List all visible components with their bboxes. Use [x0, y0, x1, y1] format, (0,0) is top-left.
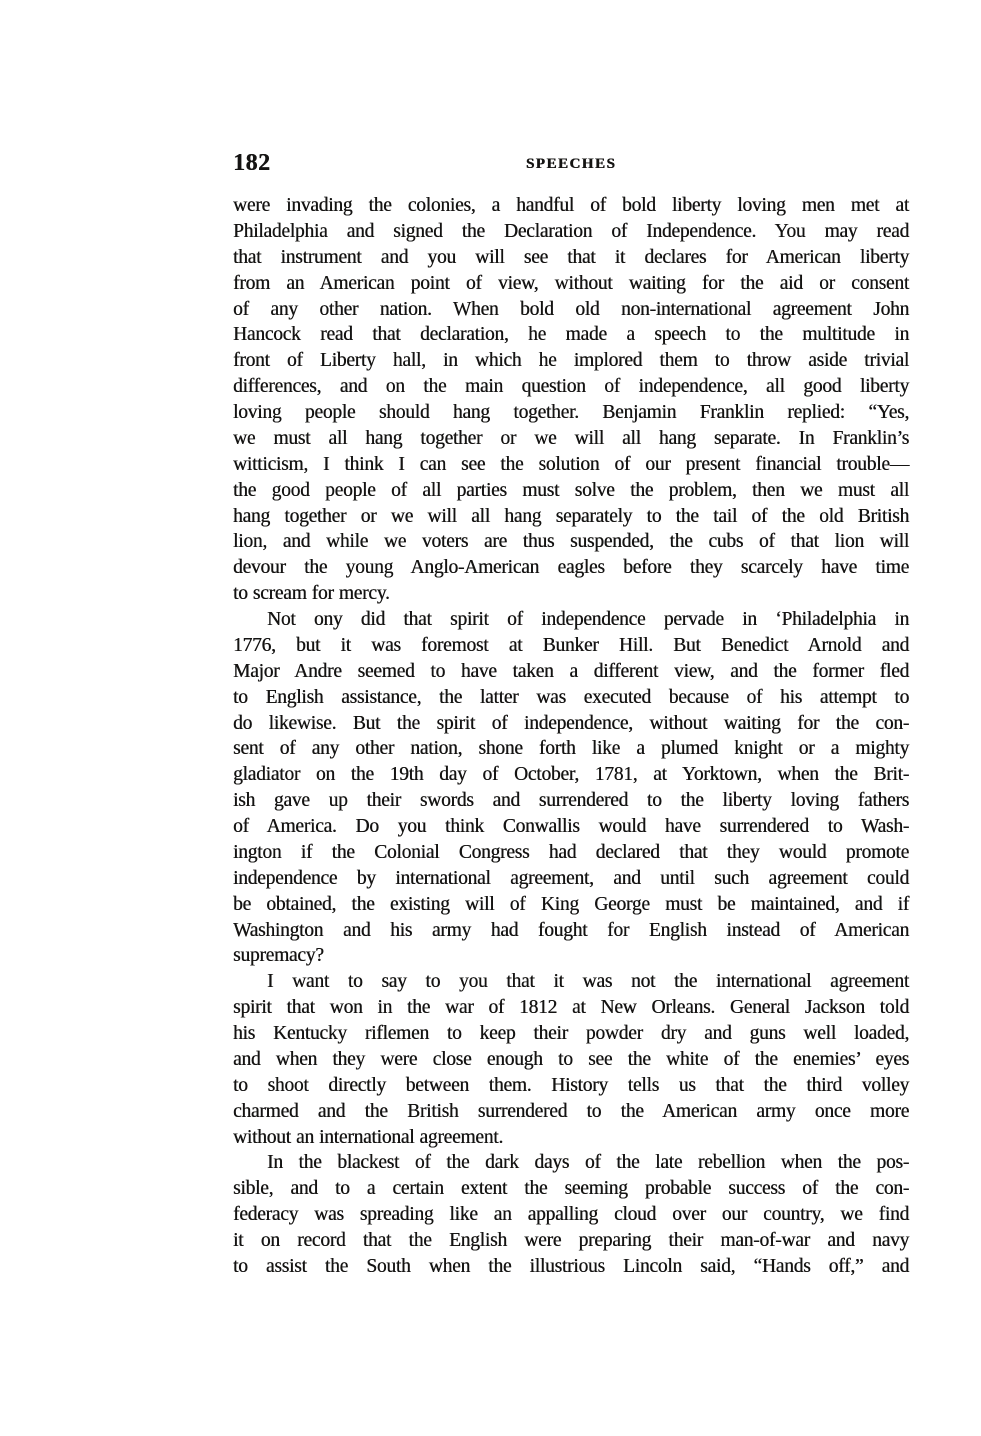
- text-line: Not ony did that spirit of independence pervade in ‘Philadelphia in: [267, 609, 909, 630]
- text-line: Hancock read that declaration, he made a speech to the multitude in: [233, 324, 909, 346]
- page-body-text: [233, 193, 909, 1280]
- text-line: 1776, but it was foremost at Bunker Hill. But Benedict Arnold and: [233, 634, 909, 656]
- text-line: be obtained, the existing will of King George must be maintained, and if: [233, 893, 909, 915]
- text-line: ish gave up their swords and surrendered to the liberty loving fathers: [233, 790, 909, 812]
- text-line: Washington and his army had fought for English instead of American: [233, 919, 909, 941]
- paragraph: [233, 193, 909, 607]
- paragraph: [233, 1150, 909, 1279]
- paragraph: [233, 607, 909, 969]
- text-line: charmed and the British surrendered to the American army once more: [233, 1100, 909, 1122]
- text-line: of any other nation. When bold old non-international agreement John: [233, 298, 909, 320]
- text-line: ington if the Colonial Congress had declared that they would promote: [233, 841, 909, 863]
- text-line: that instrument and you will see that it declares for American liberty: [233, 246, 909, 268]
- text-line: his Kentucky riflemen to keep their powder dry and guns well loaded,: [233, 1023, 909, 1044]
- text-line: federacy was spreading like an appalling cloud over our country, we find: [233, 1204, 909, 1226]
- text-line: the good people of all parties must solve the problem, then we must all: [233, 479, 909, 501]
- text-line: differences, and on the main question of independence, all good liberty: [233, 376, 909, 398]
- text-line: we must all hang together or we will all hang separate. In Franklin’s: [233, 427, 909, 449]
- text-line: hang together or we will all hang separately to the tail of the old British: [233, 505, 909, 527]
- text-line: to shoot directly between them. History tells us that the third volley: [233, 1074, 909, 1096]
- text-line: In the blackest of the dark days of the late rebellion when the pos-: [267, 1152, 909, 1174]
- text-line: supremacy?: [233, 945, 324, 967]
- text-line: loving people should hang together. Benjamin Franklin replied: “Yes,: [233, 402, 909, 423]
- text-line: I want to say to you that it was not the international agreement: [267, 971, 909, 993]
- text-line: gladiator on the 19th day of October, 1781, at Yorktown, when the Brit-: [233, 764, 909, 786]
- text-line: of America. Do you think Conwallis would have surrendered to Wash-: [233, 816, 909, 837]
- text-line: independence by international agreement, and until such agreement could: [233, 867, 909, 889]
- text-line: Philadelphia and signed the Declaration of Independence. You may read: [233, 220, 909, 242]
- text-line: and when they were close enough to see the white of the enemies’ eyes: [233, 1048, 909, 1070]
- text-line: lion, and while we voters are thus suspended, the cubs of that lion will: [233, 531, 909, 553]
- text-line: devour the young Anglo-American eagles before they scarcely have time: [233, 557, 909, 579]
- text-line: front of Liberty hall, in which he implored them to throw aside trivial: [233, 350, 909, 372]
- text-line: to English assistance, the latter was executed because of his attempt to: [233, 686, 909, 708]
- text-line: were invading the colonies, a handful of bold liberty loving men met at: [233, 195, 909, 216]
- text-line: sible, and to a certain extent the seeming probable success of the con-: [233, 1178, 909, 1200]
- text-line: without an international agreement.: [233, 1126, 503, 1148]
- text-line: to scream for mercy.: [233, 583, 390, 605]
- page-header: [233, 150, 909, 178]
- text-line: witticism, I think I can see the solution of our present financial trouble—: [233, 453, 909, 475]
- text-line: to assist the South when the illustrious Lincoln said, “Hands off,” and: [233, 1255, 909, 1277]
- text-line: spirit that won in the war of 1812 at New Orleans. General Jackson told: [233, 997, 909, 1019]
- text-line: from an American point of view, without waiting for the aid or consent: [233, 272, 909, 294]
- text-line: Major Andre seemed to have taken a different view, and the former fled: [233, 660, 909, 682]
- page-number: 182: [233, 150, 271, 176]
- text-line: sent of any other nation, shone forth like a plumed knight or a mighty: [233, 738, 909, 760]
- text-line: do likewise. But the spirit of independence, without waiting for the con-: [233, 712, 909, 734]
- running-header-title: SPEECHES: [525, 156, 617, 172]
- paragraph: [233, 969, 909, 1150]
- text-line: it on record that the English were preparing their man-of-war and navy: [233, 1230, 909, 1251]
